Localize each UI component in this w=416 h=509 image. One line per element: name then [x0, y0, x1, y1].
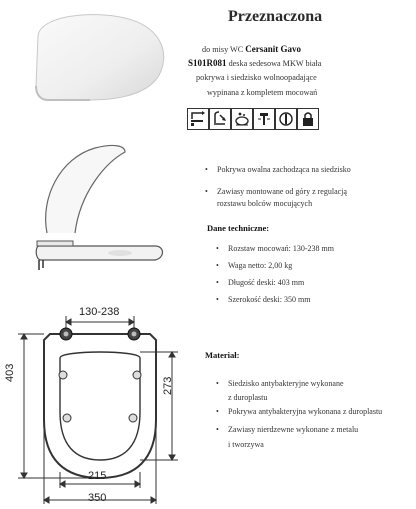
material-item: • Siedzisko antybakteryjne wykonane — [216, 379, 344, 388]
description-line-1: pokrywa i siedzisko wolnoopadające — [196, 73, 317, 82]
material-text: Siedzisko antybakteryjne wykonane — [228, 379, 344, 388]
lock-icon — [297, 108, 319, 130]
antibacterial-icon — [231, 108, 253, 130]
feature-item: • Zawiasy montowane od góry z regulacją — [205, 187, 347, 196]
material-text: Zawiasy nierdzewne wykonane z metalu — [228, 425, 359, 434]
compatibility-line — [202, 44, 301, 54]
lift-off-icon — [209, 108, 231, 130]
material-item: • Pokrywa antybakteryjna wykonana z duroplastu — [216, 407, 383, 416]
product-code: S101R081 — [188, 58, 227, 68]
material-heading: Materiał: — [205, 350, 240, 360]
product-code-line — [188, 58, 321, 68]
soft-close-icon — [187, 108, 209, 130]
tech-item: • Rozstaw mocowań: 130-238 mm — [216, 244, 334, 253]
tech-item: • Waga netto: 2,00 kg — [216, 261, 293, 270]
easy-clean-icon — [253, 108, 275, 130]
description-line-2: wypinana z kompletem mocowań — [207, 88, 318, 97]
compatibility-prefix: do misy WC — [202, 45, 244, 54]
hinge-bolt-right — [128, 328, 140, 340]
feature-text: Zawiasy montowane od góry z regulacją — [217, 187, 347, 196]
hinge-bolt-left — [60, 328, 72, 340]
bumper — [129, 414, 137, 422]
dimension-right: 273 — [162, 376, 174, 395]
material-continuation: i tworzywa — [228, 440, 264, 449]
tech-item: • Szerokość deski: 350 mm — [216, 295, 311, 304]
product-name: deska sedesowa MKW biała — [228, 59, 322, 68]
tech-item: • Długość deski: 403 mm — [216, 278, 305, 287]
material-item: • Zawiasy nierdzewne wykonane z metalu — [216, 425, 359, 434]
bumper — [133, 371, 141, 379]
hinge-icon — [275, 108, 297, 130]
bumper — [63, 414, 71, 422]
tech-text: Długość deski: 403 mm — [228, 278, 305, 287]
dimension-top: 130-238 — [79, 306, 120, 318]
material-continuation: z duroplastu — [228, 393, 268, 402]
page-title: Przeznaczona — [228, 8, 323, 25]
material-text: Pokrywa antybakteryjna wykonana z duroplastu — [228, 407, 383, 416]
compatibility-brand: Cersanit Gavo — [245, 44, 302, 54]
feature-text: Pokrywa owalna zachodząca na siedzisko — [217, 165, 351, 174]
product-photo-lid — [30, 8, 170, 108]
tech-heading: Dane techniczne: — [207, 223, 270, 233]
dimension-left: 403 — [4, 363, 16, 382]
bumper — [59, 371, 67, 379]
feature-item: • Pokrywa owalna zachodząca na siedzisko — [205, 165, 351, 174]
tech-text: Waga netto: 2,00 kg — [228, 261, 293, 270]
tech-text: Szerokość deski: 350 mm — [228, 295, 311, 304]
tech-text: Rozstaw mocowań: 130-238 mm — [228, 244, 334, 253]
feature-continuation: rozstawu bolców mocujących — [217, 199, 313, 208]
dimension-bottom-inner: 215 — [88, 470, 107, 482]
side-view-drawing — [25, 138, 175, 273]
dimension-bottom-outer: 350 — [88, 492, 107, 504]
